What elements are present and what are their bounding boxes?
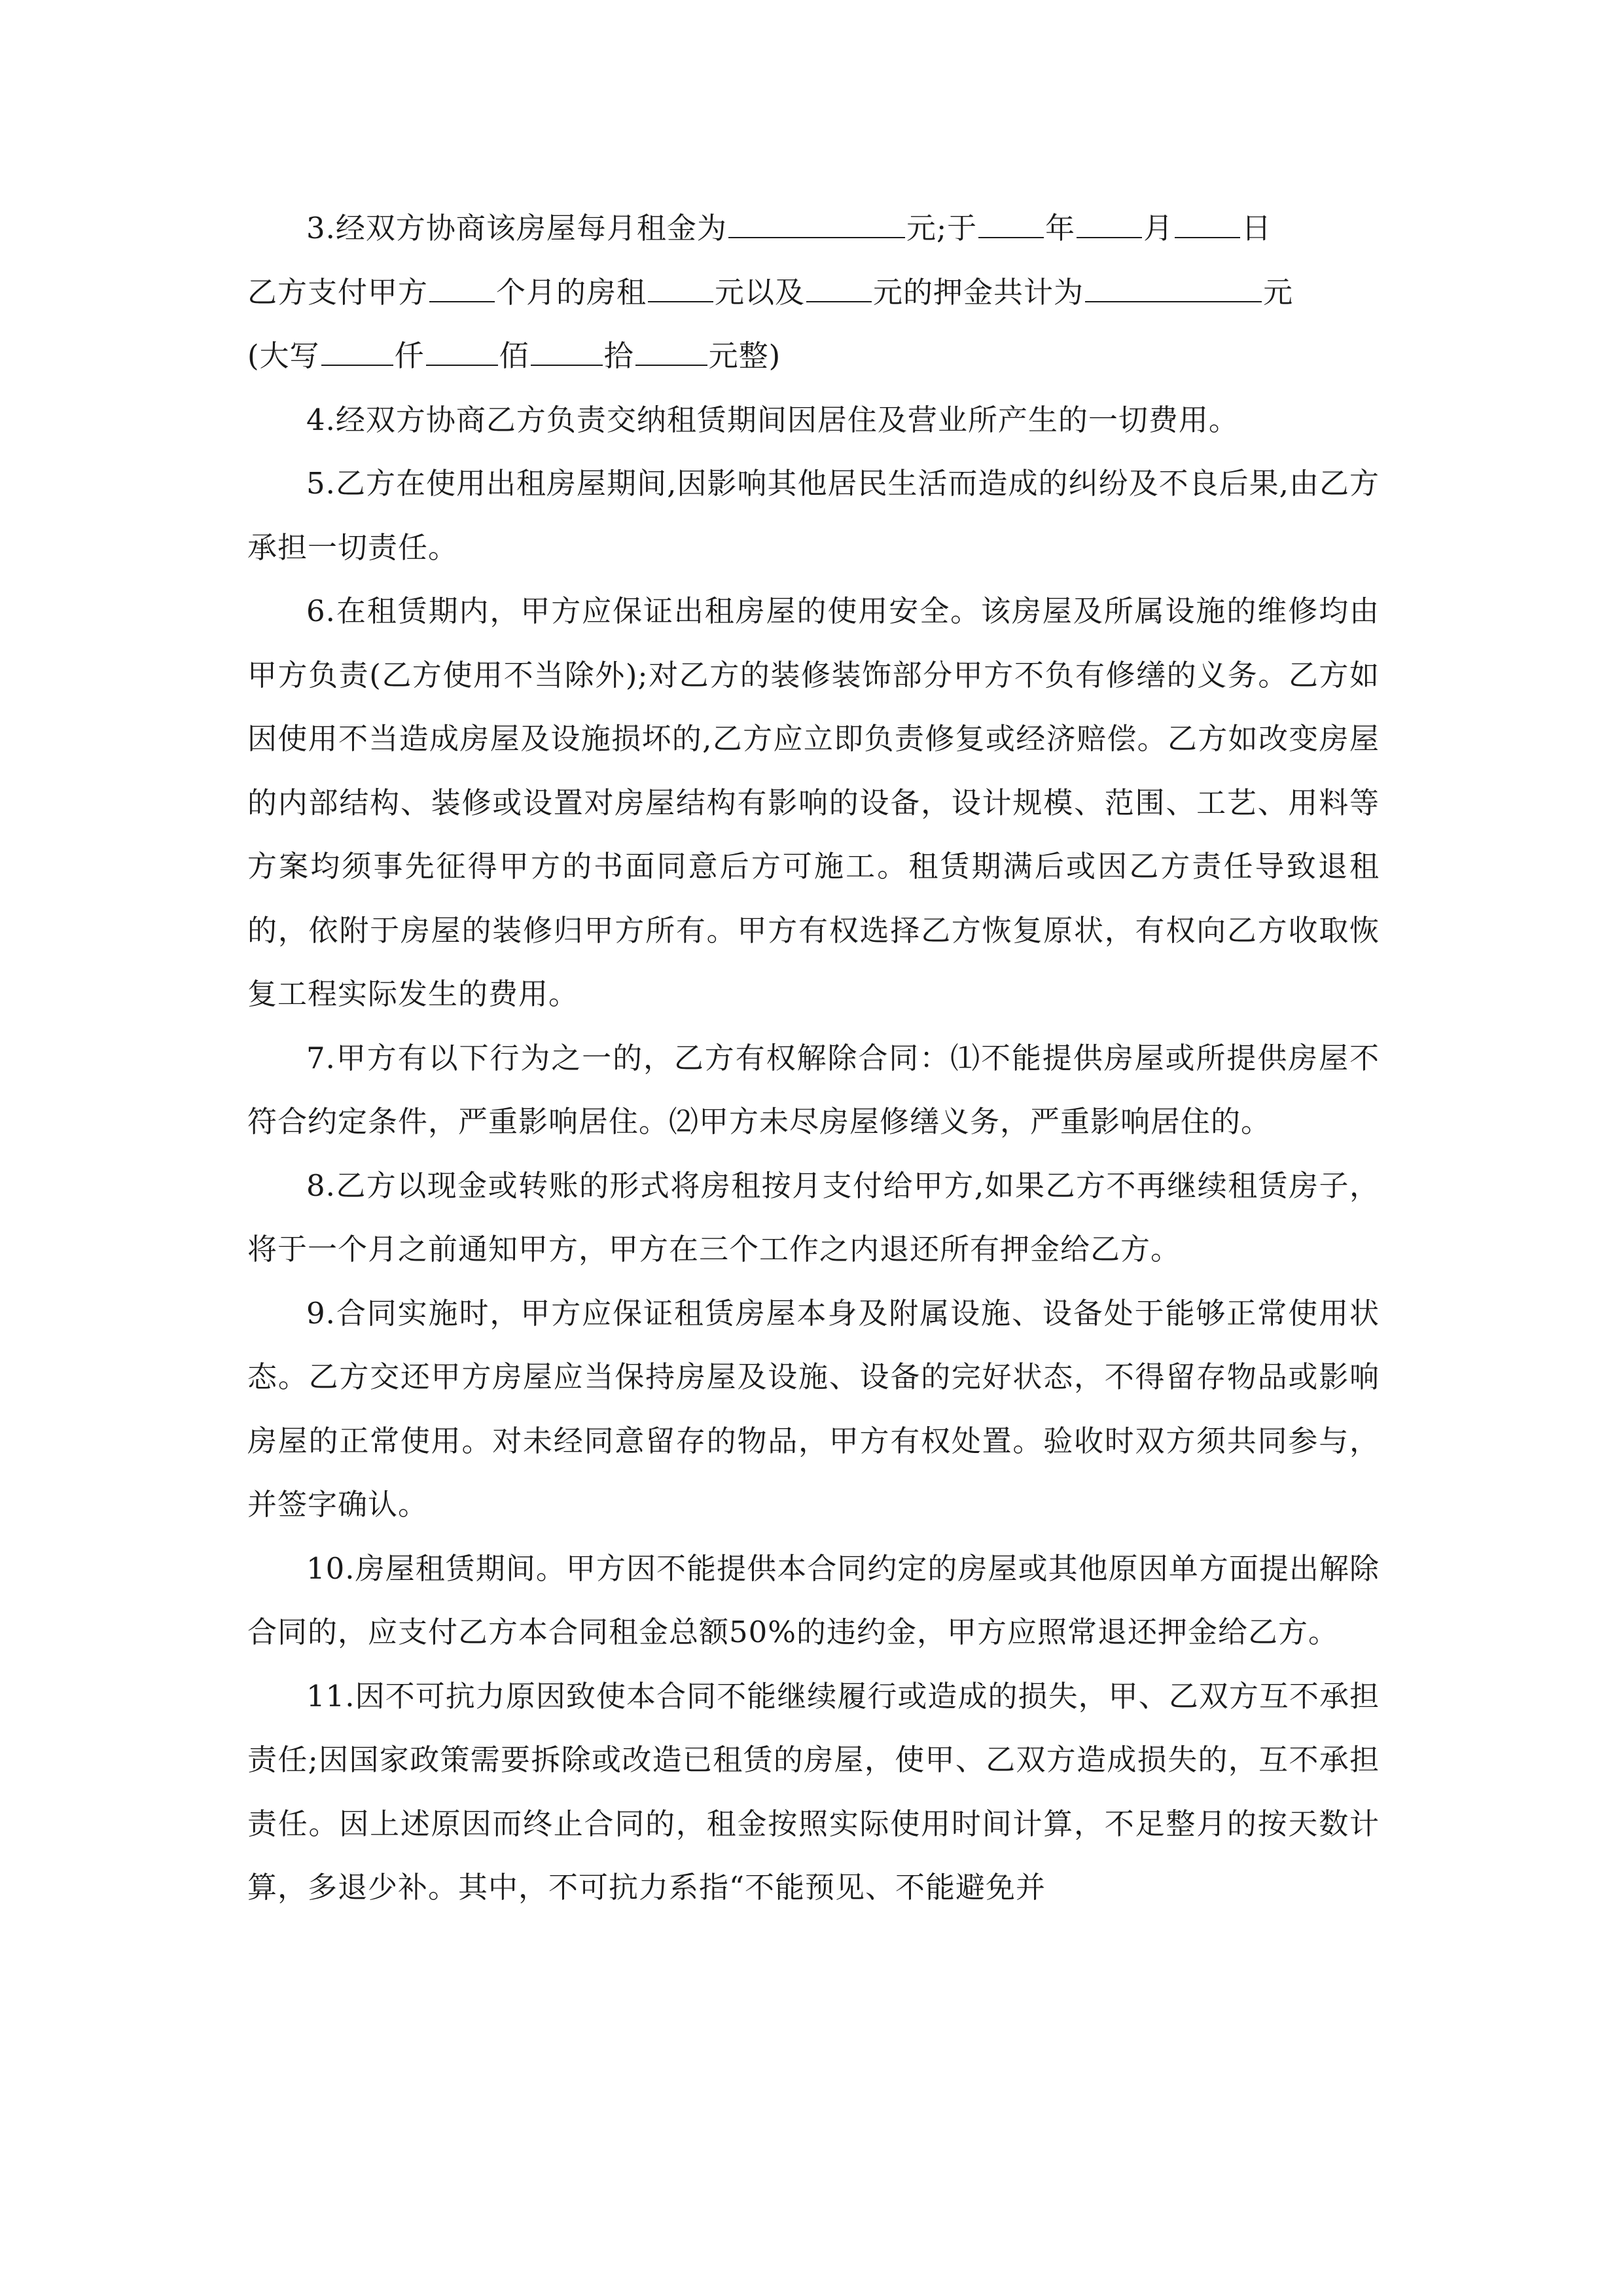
year-blank [978,208,1044,238]
clause-3-text: 佰 [499,338,529,373]
clause-3-text: 月 [1143,211,1174,245]
day-blank [1175,208,1240,238]
monthly-rent-blank [728,208,905,238]
months-count-blank [429,272,495,302]
clause-3 [247,196,1380,388]
clause-3-text: 拾 [603,338,634,373]
clause-3-text: 乙方支付甲方 [247,274,429,310]
contract-body [247,196,1380,1920]
clause-3-text: 3.经双方协商该房屋每月租金为 [306,211,727,245]
clause-3-line-2 [247,260,1380,325]
clause-3-text: 元 [1263,274,1294,310]
clause-9: 9.合同实施时，甲方应保证租赁房屋本身及附属设施、设备处于能够正常使用状态。乙方交还甲方房屋应当保持房屋及设施、设备的完好状态，不得留存物品或影响房屋的正常使用。对未经同意留存的物品，甲方有权处置。验收时双方须共同参与，并签字确认。 [247,1295,1380,1522]
clause-5: 5.乙方在使用出租房屋期间,因影响其他居民生活而造成的纠纷及不良后果,由乙方承担一切责任。 [247,466,1380,565]
clause-3-line-1 [247,196,1380,260]
clause-6: 6.在租赁期内，甲方应保证出租房屋的使用安全。该房屋及所属设施的维修均由甲方负责(乙方使用不当除外);对乙方的装修装饰部分甲方不负有修缮的义务。乙方如因使用不当造成房屋及设施损坏的,乙方应立即负责修复或经济赔偿。乙方如改变房屋的内部结构、装修或设置对房屋结构有影响的设备，设计规模、范围、工艺、用料等方案均须事先征得甲方的书面同意后方可施工。租赁期满后或因乙方责任导致退租的，依附于房屋的装修归甲方所有。甲方有权选择乙方恢复原状，有权向乙方收取恢复工程实际发生的费用。 [247,594,1380,1011]
clause-4: 4.经双方协商乙方负责交纳租赁期间因居住及营业所产生的一切费用。 [306,402,1239,437]
month-blank [1077,208,1142,238]
deposit-blank [806,272,872,302]
clause-3-text: 元以及 [715,274,806,310]
clause-3-text: 个月的房租 [496,274,647,310]
total-blank [1085,272,1262,302]
clause-3-line-3 [247,324,1380,388]
tens-blank [531,336,603,366]
clause-7: 7.甲方有以下行为之一的，乙方有权解除合同：⑴不能提供房屋或所提供房屋不符合约定条件，严重影响居住。⑵甲方未尽房屋修缮义务，严重影响居住的。 [247,1040,1380,1139]
clause-3-text: 元整) [708,338,781,373]
clause-8: 8.乙方以现金或转账的形式将房租按月支付给甲方,如果乙方不再继续租赁房子，将于一个月之前通知甲方，甲方在三个工作之内退还所有押金给乙方。 [247,1168,1380,1266]
hundreds-blank [426,336,498,366]
clause-3-text: 仟 [394,338,425,373]
clause-3-text: 元;于 [906,211,978,245]
clause-3-text: 元的押金共计为 [873,274,1084,310]
rent-amount-blank [648,272,713,302]
units-blank [635,336,707,366]
clause-11: 11.因不可抗力原因致使本合同不能继续履行或造成的损失，甲、乙双方互不承担责任;因国家政策需要拆除或改造已租赁的房屋，使甲、乙双方造成损失的，互不承担责任。因上述原因而终止合同的，租金按照实际使用时间计算，不足整月的按天数计算，多退少补。其中，不可抗力系指“不能预见、不能避免并 [247,1678,1380,1905]
clause-3-text: 日 [1241,211,1272,245]
thousands-blank [321,336,393,366]
clause-3-text: 年 [1045,211,1076,245]
clause-10: 10.房屋租赁期间。甲方因不能提供本合同约定的房屋或其他原因单方面提出解除合同的，应支付乙方本合同租金总额50%的违约金，甲方应照常退还押金给乙方。 [247,1551,1380,1649]
clause-3-text: (大写 [247,338,320,373]
